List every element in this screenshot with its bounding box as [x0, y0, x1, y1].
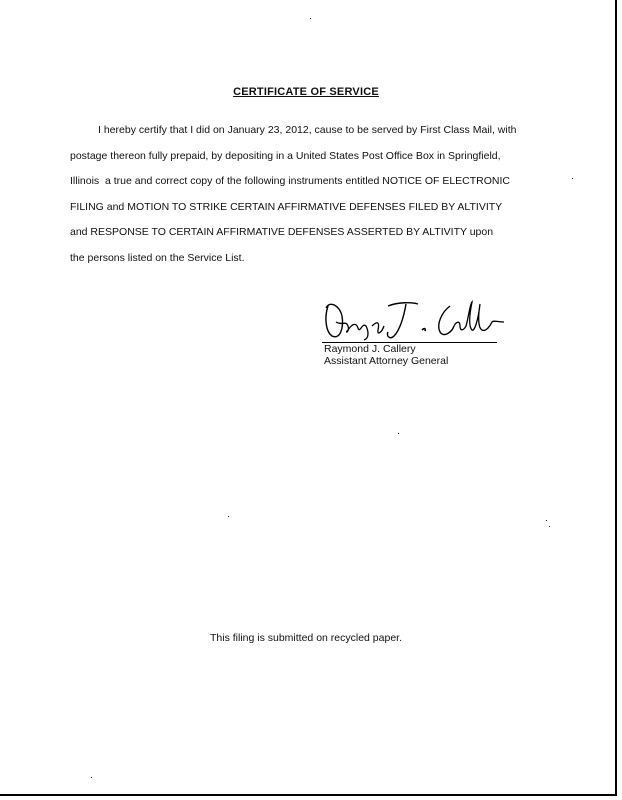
signer-title: Assistant Attorney General [324, 355, 449, 367]
scan-speck [398, 433, 399, 434]
scan-speck [549, 526, 550, 527]
body-line: FILING and MOTION TO STRIKE CERTAIN AFFIRMATIVE DEFENSES FILED BY ALTIVITY [70, 200, 503, 213]
signer-name: Raymond J. Callery [324, 343, 416, 355]
handwritten-signature [322, 292, 512, 342]
scan-speck [546, 520, 547, 521]
body-line: and RESPONSE TO CERTAIN AFFIRMATIVE DEFENSES ASSERTED BY ALTIVITY upon [70, 226, 494, 239]
scan-speck [228, 516, 229, 517]
document-title: CERTIFICATE OF SERVICE [233, 86, 379, 98]
recycled-paper-note: This filing is submitted on recycled paper. [209, 632, 402, 644]
signature-block [322, 292, 512, 367]
body-line: I hereby certify that I did on January 23, 2012, cause to be served by First Class Mail, with [98, 124, 517, 136]
scan-speck [572, 178, 573, 179]
scan-speck [91, 777, 92, 778]
body-line: the persons listed on the Service List. [70, 251, 245, 264]
body-line: Illinois a true and correct copy of the following instruments entitled NOTICE OF ELECTRONIC [70, 175, 511, 188]
body-line: postage thereon fully prepaid, by depositing in a United States Post Office Box in Springfield, [70, 149, 501, 162]
scan-speck [310, 18, 311, 19]
certificate-body [70, 118, 550, 272]
